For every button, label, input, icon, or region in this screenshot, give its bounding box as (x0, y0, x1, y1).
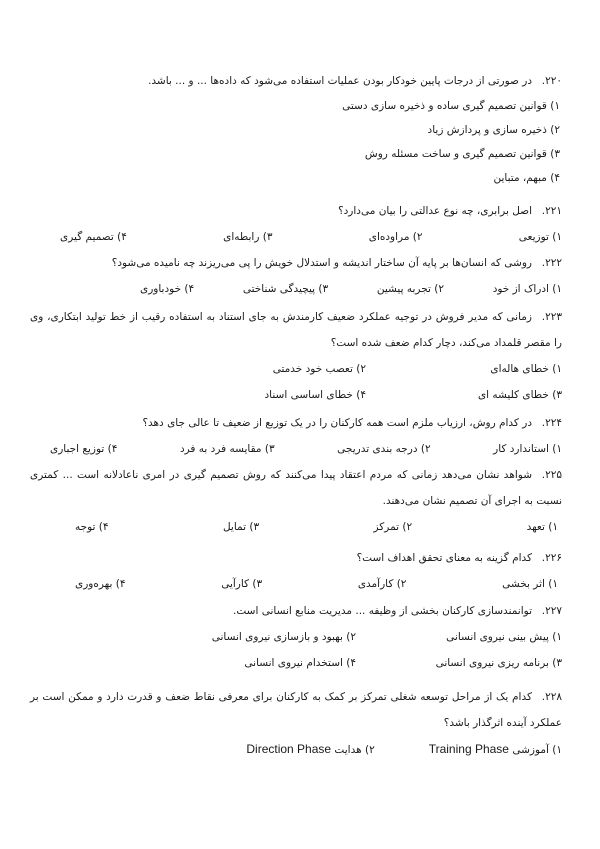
option-3: ۳) کارآیی (221, 578, 263, 590)
question-text: در کدام روش، ارزیاب ملزم است همه کارکنان را در یک توزیع از ضعیف تا عالی جای دهد؟ (142, 417, 532, 429)
option-2: ۲) ذخیره سازی و پردازش زیاد (427, 124, 560, 136)
question-text: شواهد نشان می‌دهد زمانی که مردم اعتقاد پیدا می‌کنند که روش تصمیم گیری در امری ناعادلانه است ... کمتری نسبت به اجرای آن تصمیم نشان می‌دهند. (30, 469, 562, 507)
question-stem (30, 462, 562, 514)
option-3: ۳) رابطه‌ای (223, 231, 273, 243)
question-stem (30, 304, 562, 356)
option-2: ۲) کارآمدی (357, 578, 407, 590)
option-1: ۱) ادراک از خود (492, 283, 562, 295)
option-4: ۴) توجه (75, 521, 109, 533)
option-2-english: Direction Phase (246, 742, 332, 756)
option-1: ۱) خطای هاله‌ای (490, 363, 562, 375)
option-2: ۲) بهبود و بازسازی نیروی انسانی (211, 631, 356, 643)
option-3: ۳) مقایسه فرد به فرد (179, 443, 275, 455)
option-1-english: Training Phase (428, 742, 509, 756)
question-text: زمانی که مدیر فروش در توجیه عملکرد ضعیف کارمندش به جای استناد به استفاده رقیب از خط تولید ابتکاری، وی را مقصر قلمداد می‌کند، دچار کدام ضعف شده است؟ (30, 311, 562, 349)
option-4: ۴) تصمیم گیری (60, 231, 127, 243)
question-text: اصل برابری، چه نوع عدالتی را بیان می‌دارد؟ (338, 205, 532, 217)
question-227 (30, 598, 562, 676)
question-stem (30, 68, 562, 94)
option-1 (429, 736, 562, 763)
question-number: ۲۲۶. (541, 552, 562, 564)
question-226 (30, 545, 562, 597)
question-stem (30, 684, 562, 736)
option-3: ۳) قوانین تصمیم گیری و ساخت مسئله روش (364, 148, 560, 160)
options-row (30, 276, 562, 302)
question-stem (30, 545, 562, 571)
question-text: در صورتی از درجات پایین خودکار بودن عملیات استفاده می‌شود که داده‌ها ... و ... باشد. (148, 75, 532, 87)
question-stem (30, 198, 562, 224)
options-row (30, 436, 562, 462)
question-stem (30, 410, 562, 436)
option-3: ۳) برنامه ریزی نیروی انسانی (435, 657, 562, 669)
option-2-label: ۲) هدایت (334, 744, 375, 756)
option-4: ۴) خطای اساسی اسناد (264, 389, 366, 401)
option-2: ۲) مراوده‌ای (368, 231, 423, 243)
option-4: ۴) مبهم، متباین (493, 172, 560, 184)
option-2: ۲) تعصب خود خدمتی (272, 363, 366, 375)
option-3: ۳) خطای کلیشه ای (477, 389, 562, 401)
options-grid (30, 624, 562, 676)
option-2 (246, 736, 374, 763)
option-2: ۲) تمرکز (373, 521, 413, 533)
question-224 (30, 410, 562, 462)
question-223 (30, 304, 562, 408)
option-1: ۱) اثر بخشی (502, 578, 558, 590)
question-222 (30, 250, 562, 302)
option-1: ۱) توزیعی (518, 231, 562, 243)
option-4: ۴) خودباوری (140, 283, 195, 295)
question-221 (30, 198, 562, 250)
question-text: کدام گزینه به معنای تحقق اهداف است؟ (356, 552, 532, 564)
question-225 (30, 462, 562, 540)
options-row (30, 571, 562, 597)
question-number: ۲۲۵. (541, 469, 562, 481)
question-number: ۲۲۳. (541, 311, 562, 323)
question-text: کدام یک از مراحل توسعه شغلی تمرکز بر کمک به کارکنان برای معرفی نقاط ضعف و قدرت دارد و ممکن است بر عملکرد آینده اثرگذار باشد؟ (30, 691, 562, 729)
option-4: ۴) توزیع اجباری (50, 443, 118, 455)
option-4: ۴) بهره‌وری (75, 578, 126, 590)
option-2: ۲) تجربه پیشین (376, 283, 444, 295)
question-stem (30, 250, 562, 276)
option-2: ۲) درجه بندی تدریجی (337, 443, 431, 455)
option-1: ۱) تعهد (526, 521, 558, 533)
option-1: ۱) پیش بینی نیروی انسانی (446, 631, 562, 643)
option-3: ۳) تمایل (222, 521, 260, 533)
option-3: ۳) پیچیدگی شناختی (242, 283, 329, 295)
options-row (30, 224, 562, 250)
options-row (30, 514, 562, 540)
question-number: ۲۲۷. (541, 605, 562, 617)
option-1: ۱) استاندارد کار (493, 443, 562, 455)
option-1: ۱) قوانین تصمیم گیری ساده و ذخیره سازی دستی (342, 100, 560, 112)
question-number: ۲۲۸. (541, 691, 562, 703)
question-text: توانمندسازی کارکنان بخشی از وظیفه ... مدیریت منابع انسانی است. (233, 605, 532, 617)
option-4: ۴) استخدام نیروی انسانی (244, 657, 356, 669)
options-grid (30, 356, 562, 408)
question-228 (30, 684, 562, 763)
question-number: ۲۲۱. (541, 205, 562, 217)
question-text: روشی که انسان‌ها بر پایه آن ساختار اندیشه و استدلال خویش را پی می‌ریزند چه نامیده می‌شود؟ (111, 257, 532, 269)
options-row (30, 736, 562, 763)
question-number: ۲۲۰. (541, 75, 562, 87)
question-number: ۲۲۲. (541, 257, 562, 269)
question-220 (30, 68, 562, 190)
option-1-label: ۱) آموزشی (512, 744, 562, 756)
question-stem (30, 598, 562, 624)
question-number: ۲۲۴. (541, 417, 562, 429)
